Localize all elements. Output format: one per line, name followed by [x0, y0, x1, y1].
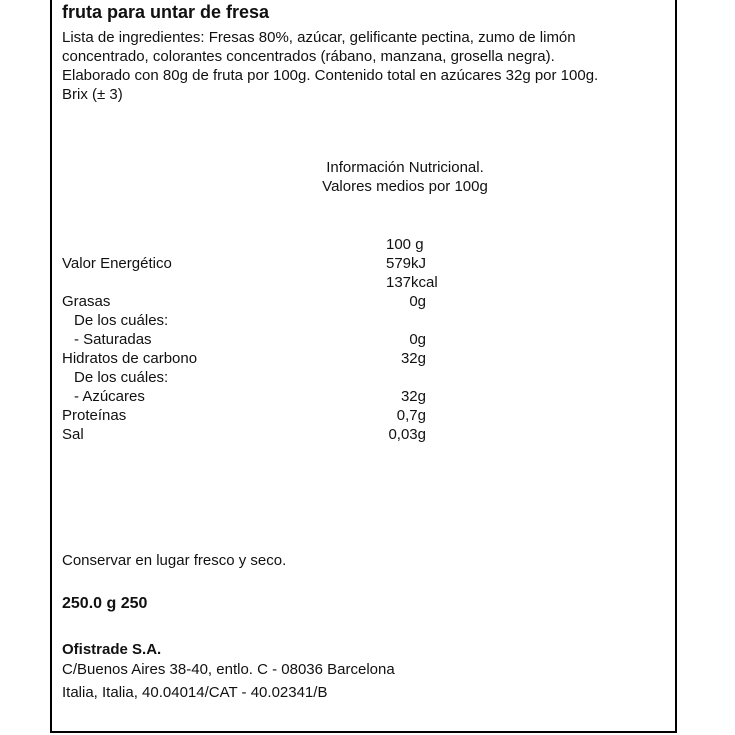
nutrition-row: [62, 235, 462, 254]
ingredients-line: Elaborado con 80g de fruta por 100g. Contenido total en azúcares 32g por 100g.: [62, 67, 599, 84]
nutrient-value: 100 g: [386, 236, 424, 253]
nutrition-row: [62, 311, 462, 330]
nutrient-value: 579kJ: [386, 255, 427, 272]
nutrition-row: [62, 406, 462, 425]
nutrition-row: [62, 425, 462, 444]
company-name: Ofistrade S.A.: [62, 641, 162, 658]
nutrient-name: Valor Energético: [62, 255, 172, 272]
nutrient-name: Grasas: [62, 293, 111, 310]
ingredients-block: [62, 28, 662, 104]
nutrition-header: [290, 158, 520, 196]
ingredients-line: Lista de ingredientes: Fresas 80%, azúcar, gelificante pectina, zumo de limón: [62, 29, 576, 46]
storage-instructions: Conservar en lugar fresco y seco.: [62, 552, 287, 569]
nutrition-row: [62, 330, 462, 349]
nutrient-name: De los cuáles:: [74, 312, 169, 329]
nutrient-value: 32g: [400, 350, 426, 367]
nutrient-name: - Azúcares: [74, 388, 145, 405]
net-weight: 250.0 g 250: [62, 595, 148, 612]
nutrient-value: 0,7g: [396, 407, 426, 424]
nutrition-row: [62, 387, 462, 406]
nutrient-name: - Saturadas: [74, 331, 152, 348]
product-title: fruta para untar de fresa: [62, 2, 270, 22]
nutrition-row: [62, 368, 462, 387]
nutrition-header-subtitle: Valores medios por 100g: [322, 178, 488, 195]
nutrition-header-title: Información Nutricional.: [326, 159, 484, 176]
company-address-line1: C/Buenos Aires 38-40, entlo. C - 08036 Barcelona: [62, 661, 395, 678]
company-address-line2: Italia, Italia, 40.04014/CAT - 40.02341/B: [62, 684, 328, 701]
nutrition-row: [62, 273, 462, 292]
nutrient-value: 0g: [409, 331, 426, 348]
nutrient-name: De los cuáles:: [74, 369, 169, 386]
nutrition-table: [62, 235, 462, 444]
nutrient-name: Hidratos de carbono: [62, 350, 198, 367]
nutrition-row: [62, 254, 462, 273]
nutrition-row: [62, 292, 462, 311]
nutrient-name: Proteínas: [62, 407, 127, 424]
nutrient-name: Sal: [62, 426, 84, 443]
nutrition-row: [62, 349, 462, 368]
nutrient-value: 0,03g: [388, 426, 426, 443]
ingredients-line: concentrado, colorantes concentrados (rábano, manzana, grosella negra).: [62, 48, 555, 65]
nutrient-value: 32g: [400, 388, 426, 405]
nutrient-value: 0g: [409, 293, 426, 310]
ingredients-line: Brix (± 3): [62, 86, 123, 103]
nutrient-value: 137kcal: [386, 274, 438, 291]
